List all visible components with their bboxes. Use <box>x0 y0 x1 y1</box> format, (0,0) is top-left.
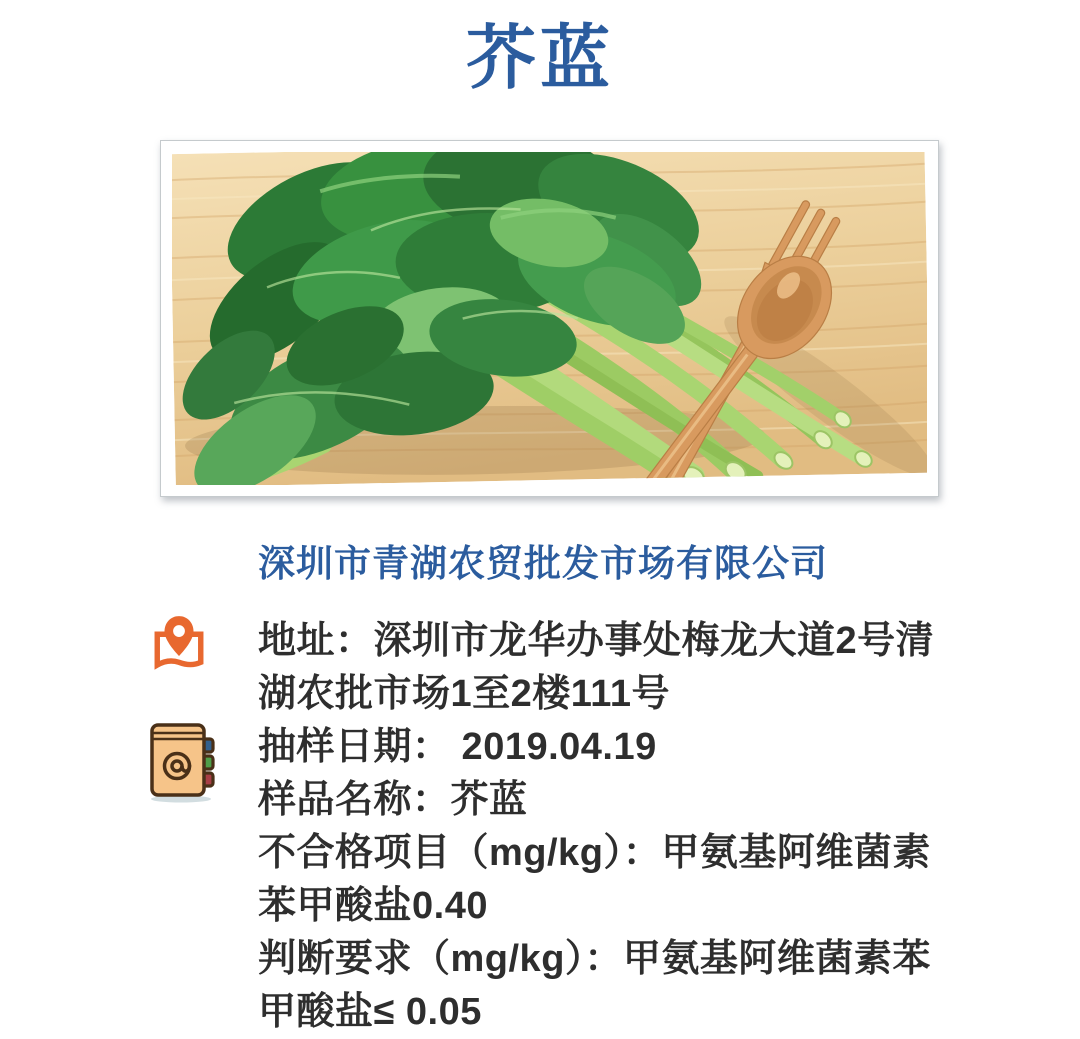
company-name: 深圳市青湖农贸批发市场有限公司 <box>258 543 828 584</box>
sampling-date-line: 抽样日期： 2019.04.19 <box>258 726 657 768</box>
address-book-icon <box>147 721 219 803</box>
sample-info-block <box>145 615 1080 1039</box>
address-line-1: 地址：深圳市龙华办事处梅龙大道2号清 <box>258 620 935 662</box>
chinese-kale-photo-illustration <box>172 152 927 485</box>
page-title: 芥蓝 <box>466 19 614 97</box>
product-photo-frame <box>160 140 939 497</box>
sample-name-line: 样品名称：芥蓝 <box>258 779 528 821</box>
failed-item-line-2: 苯甲酸盐0.40 <box>258 885 488 927</box>
address-line-2: 湖农批市场1至2楼111号 <box>258 673 670 715</box>
failed-item-line-1: 不合格项目（mg/kg）：甲氨基阿维菌素 <box>258 832 931 874</box>
map-pin-icon <box>150 613 208 679</box>
sample-info-lines <box>258 615 1080 1039</box>
product-photo <box>172 152 927 485</box>
requirement-line-2: 甲酸盐≤ 0.05 <box>258 991 482 1033</box>
requirement-line-1: 判断要求（mg/kg）：甲氨基阿维菌素苯 <box>258 938 931 980</box>
